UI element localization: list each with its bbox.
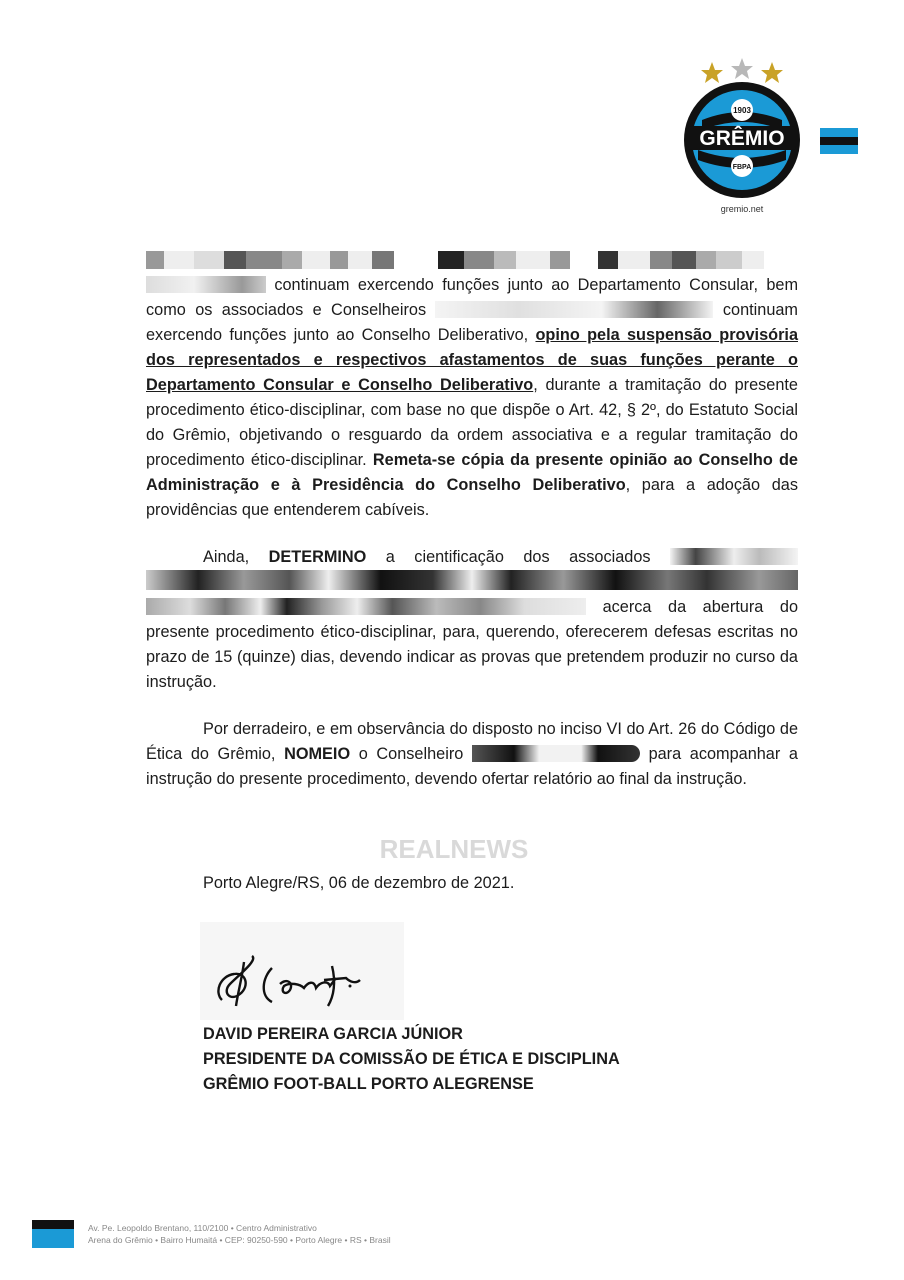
- redacted-block: [146, 276, 266, 293]
- svg-text:GRÊMIO: GRÊMIO: [699, 127, 785, 150]
- watermark: REALNEWS: [379, 834, 529, 864]
- date-line: Porto Alegre/RS, 06 de dezembro de 2021.: [203, 874, 515, 892]
- remit-statement: Remeta-se cópia da presente opinião ao Conselho de Administração e à Presidência do Conselho Deliberativo: [146, 451, 798, 494]
- gremio-logo: [682, 58, 802, 218]
- redacted-block: [146, 598, 586, 615]
- paragraph-3: Por derradeiro, e em observância do disposto no inciso VI do Art. 26 do Código de Ética do Grêmio, NOMEIO o Conselheiro para acompanhar a instrução do presente procedimento, devendo ofertar relatório ao final da instrução.: [146, 720, 798, 788]
- svg-text:FBPA: FBPA: [732, 164, 752, 171]
- redacted-block: [670, 548, 798, 565]
- redacted-block: [472, 745, 640, 762]
- redacted-block: [146, 570, 798, 590]
- signer-role: PRESIDENTE DA COMISSÃO DE ÉTICA E DISCIPLINA: [203, 1050, 620, 1068]
- paragraph-1: continuam exercendo funções junto ao Departamento Consular, bem como os associados e Conselheiros continuam exercendo funções junto ao Conselho Deliberativo, opino pela suspensão provisória dos representados e respectivos afastamentos de suas funções perante o Departamento Consular e Conselho Deliberativo, durante a tramitação do presente procedimento ético-disciplinar, com base no que dispõe o Art. 42, § 2º, do Estatuto Social do Grêmio, objetivando o resguardo da ordem associativa e a regular tramitação do procedimento ético-disciplinar. Remeta-se cópia da presente opinião ao Conselho de Administração e à Presidência do Conselho Deliberativo, para a adoção das providências que entenderem cabíveis.: [146, 276, 799, 519]
- signer-name: DAVID PEREIRA GARCIA JÚNIOR: [203, 1025, 463, 1043]
- paragraph-2: Ainda, DETERMINO a cientificação dos associados acerca da abertura do presente procedimento ético-disciplinar, para, querendo, oferecerem defesas escritas no prazo de 15 (quinze) dias, devendo indicar as provas que pretendem produzir no curso da instrução.: [146, 548, 798, 691]
- footer-address: Av. Pe. Leopoldo Brentano, 110/2100 • Centro Administrativo Arena do Grêmio • Bairro Humaitá • CEP: 90250-590 • Porto Alegre • RS • Brasil: [88, 1223, 391, 1245]
- redacted-line: [146, 251, 798, 271]
- gremio-crest-icon: [682, 58, 802, 204]
- opinion-statement: opino pela suspensão provisória dos representados e respectivos afastamentos de suas funções perante o Departamento Consular e Conselho Deliberativo: [146, 326, 798, 394]
- signer-block: [203, 1022, 620, 1097]
- signer-org: GRÊMIO FOOT-BALL PORTO ALEGRENSE: [203, 1075, 534, 1093]
- handwritten-signature-icon: [200, 922, 404, 1020]
- site-label: gremio.net: [720, 204, 764, 214]
- signature: [200, 922, 404, 1020]
- redacted-block: [435, 301, 713, 318]
- svg-text:1903: 1903: [733, 106, 751, 115]
- footer-tricolor-bar: [32, 1220, 74, 1248]
- document-body: [146, 248, 798, 792]
- tricolor-bar: [820, 128, 858, 154]
